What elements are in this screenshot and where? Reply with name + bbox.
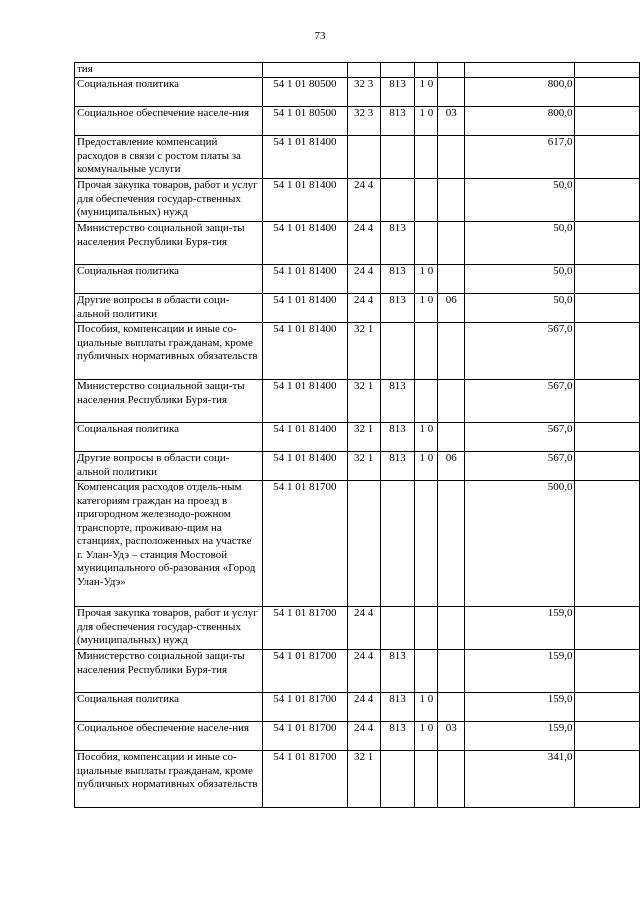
cell-amount: 50,0 [465,265,575,294]
budget-table-body [75,63,640,808]
cell-target-article: 54 1 01 81700 [263,650,348,693]
cell-admin-code: 813 [380,693,415,722]
cell-section [415,136,438,179]
cell-amount: 800,0 [465,78,575,107]
cell-empty [575,222,640,265]
cell-target-article [263,63,348,78]
table-row [75,693,640,722]
cell-amount: 500,0 [465,481,575,607]
cell-expense-type: 32 1 [347,380,380,423]
cell-target-article: 54 1 01 81400 [263,452,348,481]
cell-target-article: 54 1 01 81400 [263,380,348,423]
cell-empty [575,650,640,693]
cell-name: Социальная политика [75,693,263,722]
cell-empty [575,751,640,808]
cell-target-article: 54 1 01 81400 [263,294,348,323]
cell-subsection [438,751,465,808]
cell-subsection: 03 [438,107,465,136]
cell-empty [575,380,640,423]
cell-section: 1 0 [415,423,438,452]
cell-target-article: 54 1 01 81700 [263,693,348,722]
cell-name: Социальное обеспечение населе-ния [75,722,263,751]
cell-target-article: 54 1 01 80500 [263,107,348,136]
cell-target-article: 54 1 01 81400 [263,179,348,222]
cell-expense-type [347,481,380,607]
cell-expense-type [347,63,380,78]
cell-empty [575,423,640,452]
table-row [75,481,640,607]
cell-admin-code: 813 [380,452,415,481]
cell-admin-code [380,323,415,380]
cell-admin-code: 813 [380,380,415,423]
cell-expense-type: 32 3 [347,107,380,136]
cell-empty [575,323,640,380]
cell-name: Социальная политика [75,265,263,294]
cell-target-article: 54 1 01 81400 [263,423,348,452]
cell-section [415,222,438,265]
cell-name: Министерство социальной защи-ты населения Республики Буря-тия [75,380,263,423]
cell-empty [575,722,640,751]
cell-name: Прочая закупка товаров, работ и услуг для обеспечения государ-ственных (муниципальных) нужд [75,179,263,222]
cell-admin-code: 813 [380,650,415,693]
cell-empty [575,452,640,481]
cell-subsection: 06 [438,294,465,323]
cell-section: 1 0 [415,693,438,722]
cell-section [415,650,438,693]
cell-admin-code [380,751,415,808]
cell-expense-type [347,136,380,179]
cell-empty [575,607,640,650]
cell-name: Пособия, компенсации и иные со-циальные выплаты гражданам, кроме публичных нормативных обязательств [75,751,263,808]
cell-expense-type: 24 4 [347,722,380,751]
table-row [75,294,640,323]
cell-amount: 567,0 [465,323,575,380]
cell-amount [465,63,575,78]
cell-section: 1 0 [415,107,438,136]
cell-amount: 159,0 [465,693,575,722]
cell-name: Предоставление компенсаций расходов в связи с ростом платы за коммунальные услуги [75,136,263,179]
cell-subsection [438,265,465,294]
cell-expense-type: 24 4 [347,179,380,222]
cell-section [415,179,438,222]
cell-subsection [438,423,465,452]
cell-amount: 800,0 [465,107,575,136]
cell-subsection [438,136,465,179]
cell-empty [575,693,640,722]
cell-target-article: 54 1 01 81400 [263,222,348,265]
cell-section: 1 0 [415,78,438,107]
table-row [75,136,640,179]
table-row [75,222,640,265]
table-row [75,107,640,136]
cell-name: Социальное обеспечение населе-ния [75,107,263,136]
table-row [75,78,640,107]
cell-name: Другие вопросы в области соци-альной политики [75,294,263,323]
cell-expense-type: 24 4 [347,607,380,650]
table-row [75,751,640,808]
cell-target-article: 54 1 01 81700 [263,481,348,607]
cell-expense-type: 32 1 [347,751,380,808]
cell-admin-code [380,179,415,222]
cell-amount: 50,0 [465,294,575,323]
table-row [75,452,640,481]
cell-expense-type: 32 3 [347,78,380,107]
cell-admin-code: 813 [380,722,415,751]
cell-target-article: 54 1 01 81700 [263,751,348,808]
cell-section [415,481,438,607]
cell-admin-code: 813 [380,265,415,294]
table-row [75,650,640,693]
cell-subsection [438,693,465,722]
cell-section: 1 0 [415,265,438,294]
cell-amount: 159,0 [465,650,575,693]
cell-target-article: 54 1 01 81400 [263,136,348,179]
table-row [75,380,640,423]
cell-admin-code [380,481,415,607]
cell-admin-code: 813 [380,78,415,107]
cell-amount: 341,0 [465,751,575,808]
cell-amount: 567,0 [465,452,575,481]
cell-admin-code [380,63,415,78]
cell-subsection [438,222,465,265]
cell-expense-type: 24 4 [347,294,380,323]
cell-section [415,380,438,423]
cell-amount: 159,0 [465,607,575,650]
cell-empty [575,179,640,222]
cell-expense-type: 32 1 [347,452,380,481]
cell-amount: 617,0 [465,136,575,179]
cell-subsection [438,481,465,607]
table-row [75,323,640,380]
cell-amount: 567,0 [465,380,575,423]
cell-name: Социальная политика [75,78,263,107]
table-row [75,179,640,222]
cell-name: Социальная политика [75,423,263,452]
cell-section [415,323,438,380]
cell-subsection [438,179,465,222]
budget-table [74,62,640,808]
cell-name: Министерство социальной защи-ты населения Республики Буря-тия [75,222,263,265]
cell-empty [575,136,640,179]
cell-expense-type: 24 4 [347,265,380,294]
cell-target-article: 54 1 01 81400 [263,323,348,380]
cell-empty [575,107,640,136]
cell-admin-code: 813 [380,294,415,323]
cell-empty [575,294,640,323]
cell-section [415,63,438,78]
cell-admin-code [380,136,415,179]
cell-expense-type: 32 1 [347,423,380,452]
page-number: 73 [314,30,326,42]
cell-admin-code [380,607,415,650]
cell-subsection [438,607,465,650]
cell-name: Прочая закупка товаров, работ и услуг для обеспечения государ-ственных (муниципальных) нужд [75,607,263,650]
cell-subsection [438,78,465,107]
cell-subsection: 06 [438,452,465,481]
table-row [75,423,640,452]
cell-name: Компенсация расходов отдель-ным категориям граждан на проезд в пригородном железнодо-рожном транспорте, проживаю-щим на станциях, расположенных на участке г. Улан-Удэ – станция Мостовой муниципального об-разования «Город Улан-Удэ» [75,481,263,607]
cell-amount: 50,0 [465,222,575,265]
cell-section: 1 0 [415,452,438,481]
table-row [75,63,640,78]
cell-target-article: 54 1 01 81700 [263,722,348,751]
cell-amount: 50,0 [465,179,575,222]
cell-name: Пособия, компенсации и иные со-циальные выплаты гражданам, кроме публичных нормативных обязательств [75,323,263,380]
table-row [75,265,640,294]
cell-admin-code: 813 [380,222,415,265]
cell-amount: 159,0 [465,722,575,751]
cell-amount: 567,0 [465,423,575,452]
cell-expense-type: 32 1 [347,323,380,380]
cell-expense-type: 24 4 [347,693,380,722]
cell-name: Другие вопросы в области соци-альной политики [75,452,263,481]
cell-expense-type: 24 4 [347,650,380,693]
cell-empty [575,265,640,294]
cell-empty [575,481,640,607]
cell-empty [575,63,640,78]
cell-subsection [438,650,465,693]
cell-section: 1 0 [415,722,438,751]
cell-target-article: 54 1 01 81700 [263,607,348,650]
cell-section: 1 0 [415,294,438,323]
cell-name: тия [75,63,263,78]
cell-empty [575,78,640,107]
cell-subsection: 03 [438,722,465,751]
cell-target-article: 54 1 01 81400 [263,265,348,294]
cell-subsection [438,380,465,423]
cell-subsection [438,63,465,78]
cell-section [415,751,438,808]
table-row [75,607,640,650]
cell-admin-code: 813 [380,423,415,452]
cell-target-article: 54 1 01 80500 [263,78,348,107]
cell-admin-code: 813 [380,107,415,136]
table-row [75,722,640,751]
cell-name: Министерство социальной защи-ты населения Республики Буря-тия [75,650,263,693]
cell-section [415,607,438,650]
cell-subsection [438,323,465,380]
cell-expense-type: 24 4 [347,222,380,265]
